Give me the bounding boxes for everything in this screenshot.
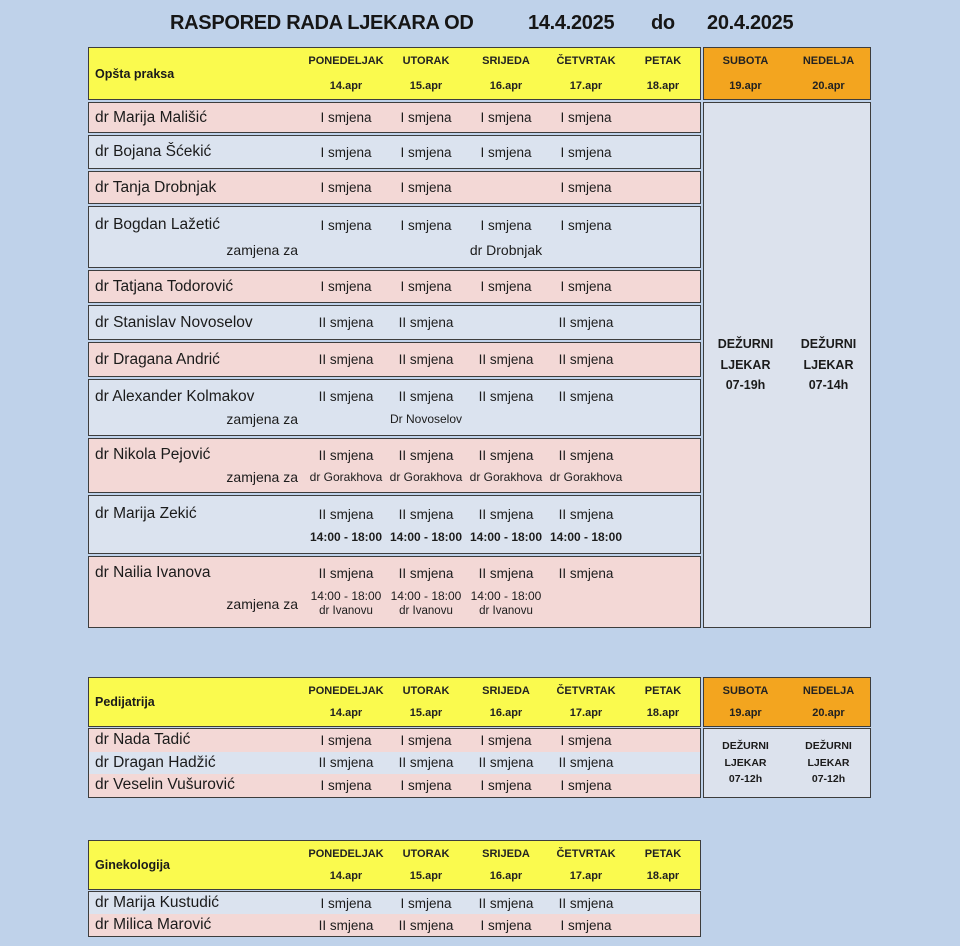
- shift-cell: I smjena: [560, 732, 612, 748]
- doctor-row: [89, 914, 700, 936]
- pedijatrija-weekend-header: [703, 677, 871, 727]
- shift-cell: II smjena: [318, 389, 374, 405]
- opsta-weekend-duty-cell: [703, 102, 871, 628]
- opsta-weekend-header: [703, 47, 871, 100]
- duty-line: DEŽURNI: [722, 739, 769, 752]
- shift-cell: II smjena: [478, 506, 534, 522]
- shift-cell: II smjena: [558, 352, 614, 367]
- day-name: ČETVRTAK: [556, 685, 616, 697]
- pedijatrija-header: [88, 677, 701, 727]
- doctor-row: [88, 379, 701, 436]
- day-name: SRIJEDA: [482, 685, 530, 697]
- duty-line: 07-12h: [811, 773, 846, 786]
- shift-cell: I smjena: [480, 217, 532, 233]
- date-from: 14.4.2025: [528, 12, 615, 34]
- duty-line: DEŽURNI: [717, 337, 774, 352]
- shift-cell: II smjena: [558, 755, 614, 771]
- shift-cell: II smjena: [398, 565, 454, 581]
- shift-cell: I smjena: [560, 279, 612, 294]
- day-header: [466, 841, 546, 889]
- shift-cell: II smjena: [318, 565, 374, 581]
- day-header: [546, 678, 626, 726]
- substitution-cell: dr Ivanovu: [319, 605, 373, 618]
- day-date: 17.apr: [569, 707, 603, 719]
- shift-cell: I smjena: [320, 110, 372, 125]
- date-to: 20.4.2025: [707, 12, 794, 34]
- shift-cell: I smjena: [400, 110, 452, 125]
- doctor-name: dr Bogdan Lažetić: [95, 216, 220, 234]
- doctor-row: [88, 305, 701, 340]
- day-name: UTORAK: [402, 848, 450, 860]
- shift-cell: I smjena: [560, 917, 612, 933]
- shift-cell: I smjena: [400, 777, 452, 793]
- hours-cell: 14:00 - 18:00: [469, 530, 543, 544]
- doctor-row: [88, 438, 701, 493]
- substitution-label: zamjena za: [226, 241, 298, 258]
- shift-cell: I smjena: [400, 732, 452, 748]
- shift-cell: I smjena: [560, 110, 612, 125]
- duty-line: 07-14h: [808, 378, 849, 393]
- day-header: [466, 48, 546, 99]
- day-name: NEDELJA: [802, 55, 855, 67]
- substitution-label: zamjena za: [226, 411, 298, 428]
- substitution-cell: dr Drobnjak: [469, 241, 543, 258]
- doctor-row: [88, 171, 701, 204]
- day-date: 15.apr: [409, 870, 443, 882]
- shift-cell: II smjena: [558, 315, 614, 330]
- section-label: Pedijatrija: [95, 695, 155, 709]
- day-date: 19.apr: [729, 80, 762, 92]
- shift-cell: I smjena: [320, 180, 372, 195]
- doctor-row: [89, 892, 700, 914]
- day-date: 17.apr: [569, 80, 603, 92]
- doctor-name: dr Veselin Vušurović: [95, 776, 235, 794]
- shift-cell: I smjena: [480, 144, 532, 160]
- page-title: RASPORED RADA LJEKARA OD: [170, 12, 474, 34]
- pedijatrija-body: [88, 728, 701, 798]
- day-header: [704, 678, 787, 726]
- shift-cell: I smjena: [320, 895, 372, 911]
- duty-line: 07-12h: [728, 773, 763, 786]
- day-date: 20.apr: [812, 707, 845, 719]
- shift-cell: I smjena: [320, 777, 372, 793]
- duty-saturday: [704, 334, 787, 396]
- doctor-name: dr Nada Tadić: [95, 731, 191, 749]
- day-header: [626, 841, 700, 889]
- substitution-label: zamjena za: [226, 469, 298, 485]
- doctor-name: dr Dragana Andrić: [95, 350, 220, 368]
- hours-cell: 14:00 - 18:00: [549, 530, 623, 544]
- shift-cell: II smjena: [558, 506, 614, 522]
- opsta-header: [88, 47, 701, 100]
- doctor-name: dr Nailia Ivanova: [95, 564, 211, 582]
- doctor-name: dr Nikola Pejović: [95, 446, 211, 463]
- hours-cell: 14:00 - 18:00: [309, 530, 383, 544]
- day-name: ČETVRTAK: [556, 55, 616, 67]
- doctor-row: [88, 556, 701, 628]
- date-separator: do: [651, 12, 675, 34]
- shift-cell: I smjena: [560, 180, 612, 195]
- duty-line: 07-19h: [725, 378, 766, 393]
- hours-cell: 14:00 - 18:00: [470, 588, 542, 603]
- day-header: [306, 48, 386, 99]
- shift-cell: II smjena: [318, 917, 374, 933]
- day-name: SRIJEDA: [482, 848, 530, 860]
- day-date: 17.apr: [569, 870, 603, 882]
- day-name: UTORAK: [402, 55, 450, 67]
- day-date: 14.apr: [329, 707, 363, 719]
- doctor-name: dr Marija Zekić: [95, 505, 197, 522]
- doctor-name: dr Dragan Hadžić: [95, 753, 216, 771]
- day-date: 18.apr: [646, 80, 680, 92]
- doctor-row: [88, 270, 701, 303]
- day-header: [306, 678, 386, 726]
- shift-cell: I smjena: [560, 777, 612, 793]
- day-name: SUBOTA: [722, 55, 769, 67]
- day-name: PETAK: [644, 848, 682, 860]
- shift-cell: II smjena: [478, 352, 534, 367]
- shift-cell: II smjena: [478, 895, 534, 911]
- shift-cell: II smjena: [398, 389, 454, 405]
- substitution-label: zamjena za: [226, 595, 298, 612]
- shift-cell: II smjena: [478, 755, 534, 771]
- day-date: 20.apr: [812, 80, 845, 92]
- doctor-name: dr Tanja Drobnjak: [95, 178, 217, 196]
- hours-cell: 14:00 - 18:00: [389, 530, 463, 544]
- doctor-row: [89, 774, 700, 797]
- duty-line: LJEKAR: [720, 357, 771, 372]
- hours-cell: 14:00 - 18:00: [390, 588, 462, 603]
- shift-cell: I smjena: [560, 217, 612, 233]
- doctor-name: dr Marija Kustudić: [95, 894, 220, 911]
- day-date: 15.apr: [409, 80, 443, 92]
- day-header: [386, 841, 466, 889]
- day-date: 15.apr: [409, 707, 443, 719]
- shift-cell: II smjena: [398, 447, 454, 463]
- shift-cell: I smjena: [400, 144, 452, 160]
- shift-cell: II smjena: [398, 755, 454, 771]
- shift-cell: II smjena: [318, 352, 374, 367]
- doctor-row: [88, 206, 701, 268]
- shift-cell: I smjena: [400, 279, 452, 294]
- shift-cell: II smjena: [318, 315, 374, 330]
- day-header: [626, 48, 700, 99]
- day-name: PETAK: [644, 685, 682, 697]
- day-header: [546, 841, 626, 889]
- doctor-name: dr Tatjana Todorović: [95, 277, 234, 295]
- section-label: Opšta praksa: [95, 66, 175, 81]
- day-date: 14.apr: [329, 870, 363, 882]
- doctor-row: [88, 495, 701, 554]
- day-header: [466, 678, 546, 726]
- day-header: [386, 48, 466, 99]
- duty-sunday: [787, 334, 870, 396]
- ginekologija-header: [88, 840, 701, 890]
- substitution-cell: dr Gorakhova: [549, 470, 623, 484]
- duty-sunday: [787, 738, 870, 788]
- duty-line: LJEKAR: [803, 357, 854, 372]
- shift-cell: I smjena: [320, 217, 372, 233]
- day-name: PONEDELJAK: [308, 55, 384, 67]
- shift-cell: I smjena: [400, 217, 452, 233]
- doctor-name: dr Alexander Kolmakov: [95, 387, 255, 405]
- shift-cell: I smjena: [480, 279, 532, 294]
- shift-cell: II smjena: [558, 389, 614, 405]
- shift-cell: II smjena: [478, 447, 534, 463]
- day-date: 16.apr: [489, 870, 523, 882]
- shift-cell: II smjena: [398, 315, 454, 330]
- day-name: UTORAK: [402, 685, 450, 697]
- shift-cell: II smjena: [318, 506, 374, 522]
- shift-cell: I smjena: [400, 895, 452, 911]
- schedule-table-pedijatrija: [88, 677, 871, 798]
- shift-cell: I smjena: [560, 144, 612, 160]
- shift-cell: II smjena: [398, 506, 454, 522]
- day-name: PONEDELJAK: [308, 685, 384, 697]
- shift-cell: I smjena: [480, 732, 532, 748]
- shift-cell: I smjena: [480, 777, 532, 793]
- day-header: [306, 841, 386, 889]
- shift-cell: II smjena: [398, 352, 454, 367]
- doctor-name: dr Marija Mališić: [95, 108, 207, 126]
- day-header: [704, 48, 787, 99]
- doctor-name: dr Bojana Šćekić: [95, 143, 212, 160]
- day-header: [546, 48, 626, 99]
- day-date: 14.apr: [329, 80, 363, 92]
- substitution-cell: dr Ivanovu: [399, 605, 453, 618]
- doctor-row: [89, 752, 700, 775]
- shift-cell: I smjena: [480, 917, 532, 933]
- day-date: 16.apr: [489, 80, 523, 92]
- day-date: 18.apr: [646, 870, 680, 882]
- shift-cell: II smjena: [478, 389, 534, 405]
- doctor-row: [88, 135, 701, 169]
- day-name: NEDELJA: [802, 685, 855, 697]
- doctor-name: dr Stanislav Novoselov: [95, 313, 253, 331]
- substitution-cell: dr Gorakhova: [389, 470, 463, 484]
- schedule-table-ginekologija: [88, 840, 701, 937]
- hours-cell: 14:00 - 18:00: [310, 588, 382, 603]
- day-header: [787, 48, 870, 99]
- doctor-row: [89, 729, 700, 752]
- day-header: [787, 678, 870, 726]
- duty-line: LJEKAR: [724, 756, 767, 769]
- shift-cell: II smjena: [558, 895, 614, 911]
- day-header: [386, 678, 466, 726]
- duty-line: LJEKAR: [807, 756, 850, 769]
- duty-saturday: [704, 738, 787, 788]
- day-date: 19.apr: [729, 707, 762, 719]
- day-date: 16.apr: [489, 707, 523, 719]
- day-date: 18.apr: [646, 707, 680, 719]
- duty-line: DEŽURNI: [805, 739, 852, 752]
- shift-cell: I smjena: [320, 279, 372, 294]
- doctor-name: dr Milica Marović: [95, 916, 212, 933]
- shift-cell: I smjena: [320, 144, 372, 160]
- substitution-cell: dr Gorakhova: [309, 470, 383, 484]
- shift-cell: I smjena: [320, 732, 372, 748]
- section-label: Ginekologija: [95, 858, 171, 872]
- day-name: PONEDELJAK: [308, 848, 384, 860]
- duty-line: DEŽURNI: [800, 337, 857, 352]
- shift-cell: I smjena: [400, 180, 452, 195]
- day-name: SRIJEDA: [482, 55, 530, 67]
- shift-cell: II smjena: [318, 447, 374, 463]
- doctor-row: [88, 102, 701, 133]
- shift-cell: II smjena: [398, 917, 454, 933]
- substitution-cell: dr Gorakhova: [469, 470, 543, 484]
- substitution-cell: Dr Novoselov: [389, 412, 463, 427]
- day-name: PETAK: [644, 55, 682, 67]
- substitution-cell: dr Ivanovu: [479, 605, 533, 618]
- day-name: SUBOTA: [722, 685, 769, 697]
- ginekologija-body: [88, 891, 701, 937]
- shift-cell: II smjena: [558, 565, 614, 581]
- shift-cell: II smjena: [558, 447, 614, 463]
- schedule-table-opsta-praksa: [88, 47, 871, 628]
- shift-cell: II smjena: [318, 755, 374, 771]
- shift-cell: II smjena: [478, 565, 534, 581]
- day-name: ČETVRTAK: [556, 848, 616, 860]
- day-header: [626, 678, 700, 726]
- shift-cell: I smjena: [480, 110, 532, 125]
- pedijatrija-weekend-duty-cell: [703, 728, 871, 798]
- doctor-row: [88, 342, 701, 377]
